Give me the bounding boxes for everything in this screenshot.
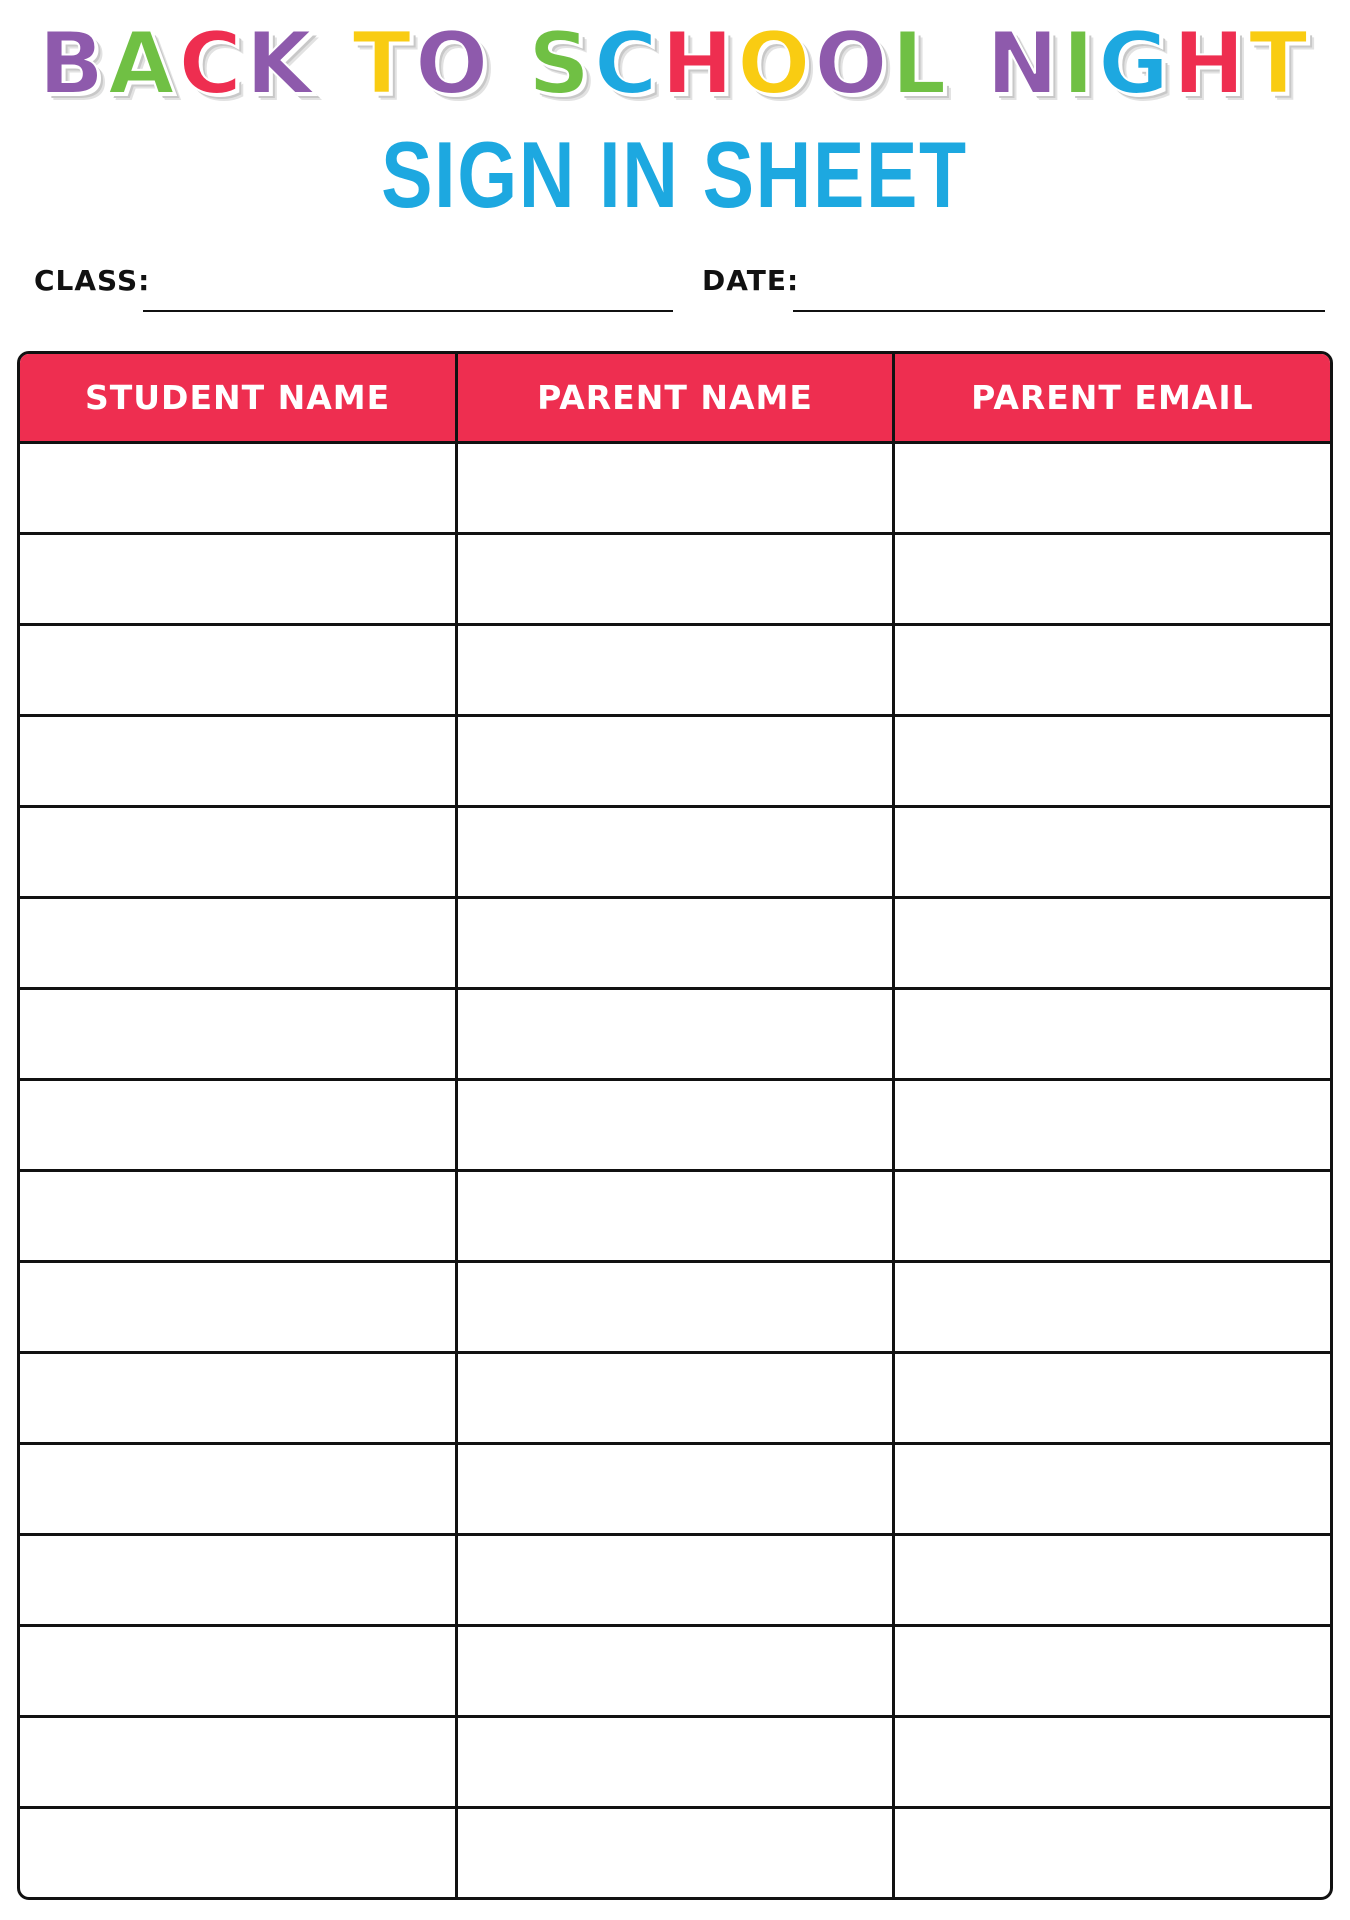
title-word [38, 14, 316, 114]
student-name-cell[interactable] [20, 989, 457, 1080]
parent-name-cell[interactable] [457, 1535, 894, 1626]
student-name-cell[interactable] [20, 1080, 457, 1171]
parent-email-cell[interactable] [893, 989, 1330, 1080]
date-label: DATE: [702, 264, 800, 297]
title-letter: O [814, 14, 892, 114]
table-row [20, 1171, 1330, 1262]
table-row [20, 443, 1330, 534]
student-name-cell[interactable] [20, 898, 457, 989]
parent-name-cell[interactable] [457, 443, 894, 534]
parent-name-cell[interactable] [457, 1717, 894, 1808]
title-letter: H [1172, 14, 1249, 114]
parent-email-cell[interactable] [893, 1171, 1330, 1262]
table-row [20, 1626, 1330, 1717]
parent-email-cell[interactable] [893, 1808, 1330, 1898]
title-letter: C [594, 14, 662, 114]
parent-name-cell[interactable] [457, 534, 894, 625]
table-row [20, 1444, 1330, 1535]
parent-name-cell[interactable] [457, 1353, 894, 1444]
student-name-cell[interactable] [20, 1535, 457, 1626]
date-field[interactable] [793, 310, 1325, 312]
parent-email-cell[interactable] [893, 1535, 1330, 1626]
parent-email-cell[interactable] [893, 625, 1330, 716]
column-header-student-name: STUDENT NAME [20, 354, 457, 443]
title-letter: H [661, 14, 738, 114]
parent-email-cell[interactable] [893, 898, 1330, 989]
class-label: CLASS: [34, 264, 151, 297]
title-letter: C [178, 14, 246, 114]
parent-name-cell[interactable] [457, 898, 894, 989]
student-name-cell[interactable] [20, 807, 457, 898]
title-letter: K [245, 14, 317, 114]
parent-email-cell[interactable] [893, 1353, 1330, 1444]
student-name-cell[interactable] [20, 1808, 457, 1898]
parent-email-cell[interactable] [893, 1626, 1330, 1717]
table-row [20, 807, 1330, 898]
title-letter: S [528, 14, 595, 114]
parent-name-cell[interactable] [457, 1808, 894, 1898]
student-name-cell[interactable] [20, 1353, 457, 1444]
title-letter: A [108, 14, 179, 114]
parent-email-cell[interactable] [893, 1717, 1330, 1808]
parent-email-cell[interactable] [893, 1444, 1330, 1535]
column-header-parent-email: PARENT EMAIL [893, 354, 1330, 443]
sign-in-table [17, 351, 1333, 1900]
title-letter: G [1098, 14, 1173, 114]
table-row [20, 1080, 1330, 1171]
column-header-parent-name: PARENT NAME [457, 354, 894, 443]
parent-name-cell[interactable] [457, 1444, 894, 1535]
title-word [986, 14, 1311, 114]
title-word [352, 14, 492, 114]
parent-email-cell[interactable] [893, 1262, 1330, 1353]
title-letter: T [1248, 14, 1312, 114]
class-field[interactable] [143, 310, 673, 312]
table-header-row [20, 354, 1330, 443]
student-name-cell[interactable] [20, 1171, 457, 1262]
table-row [20, 1717, 1330, 1808]
parent-email-cell[interactable] [893, 716, 1330, 807]
parent-email-cell[interactable] [893, 443, 1330, 534]
title-letter: O [415, 14, 493, 114]
title-letter: B [38, 14, 109, 114]
student-name-cell[interactable] [20, 1444, 457, 1535]
table-row [20, 898, 1330, 989]
table-row [20, 1808, 1330, 1898]
title-letter: L [891, 14, 951, 114]
title-word [528, 14, 950, 114]
title-letter: T [352, 14, 416, 114]
student-name-cell[interactable] [20, 534, 457, 625]
parent-name-cell[interactable] [457, 1262, 894, 1353]
table-row [20, 989, 1330, 1080]
table-row [20, 716, 1330, 807]
parent-name-cell[interactable] [457, 1171, 894, 1262]
parent-name-cell[interactable] [457, 989, 894, 1080]
student-name-cell[interactable] [20, 716, 457, 807]
parent-name-cell[interactable] [457, 807, 894, 898]
parent-email-cell[interactable] [893, 1080, 1330, 1171]
student-name-cell[interactable] [20, 1262, 457, 1353]
title-letter: O [737, 14, 815, 114]
table-row [20, 625, 1330, 716]
table-row [20, 1353, 1330, 1444]
table-row [20, 1535, 1330, 1626]
sheet-title [0, 14, 1350, 114]
student-name-cell[interactable] [20, 1717, 457, 1808]
table-row [20, 1262, 1330, 1353]
parent-name-cell[interactable] [457, 1626, 894, 1717]
parent-name-cell[interactable] [457, 716, 894, 807]
parent-name-cell[interactable] [457, 1080, 894, 1171]
student-name-cell[interactable] [20, 443, 457, 534]
parent-email-cell[interactable] [893, 534, 1330, 625]
title-letter: N [986, 14, 1063, 114]
table-row [20, 534, 1330, 625]
student-name-cell[interactable] [20, 1626, 457, 1717]
parent-email-cell[interactable] [893, 807, 1330, 898]
sheet-subtitle: SIGN IN SHEET [381, 122, 968, 227]
parent-name-cell[interactable] [457, 625, 894, 716]
student-name-cell[interactable] [20, 625, 457, 716]
title-letter: I [1062, 14, 1099, 114]
